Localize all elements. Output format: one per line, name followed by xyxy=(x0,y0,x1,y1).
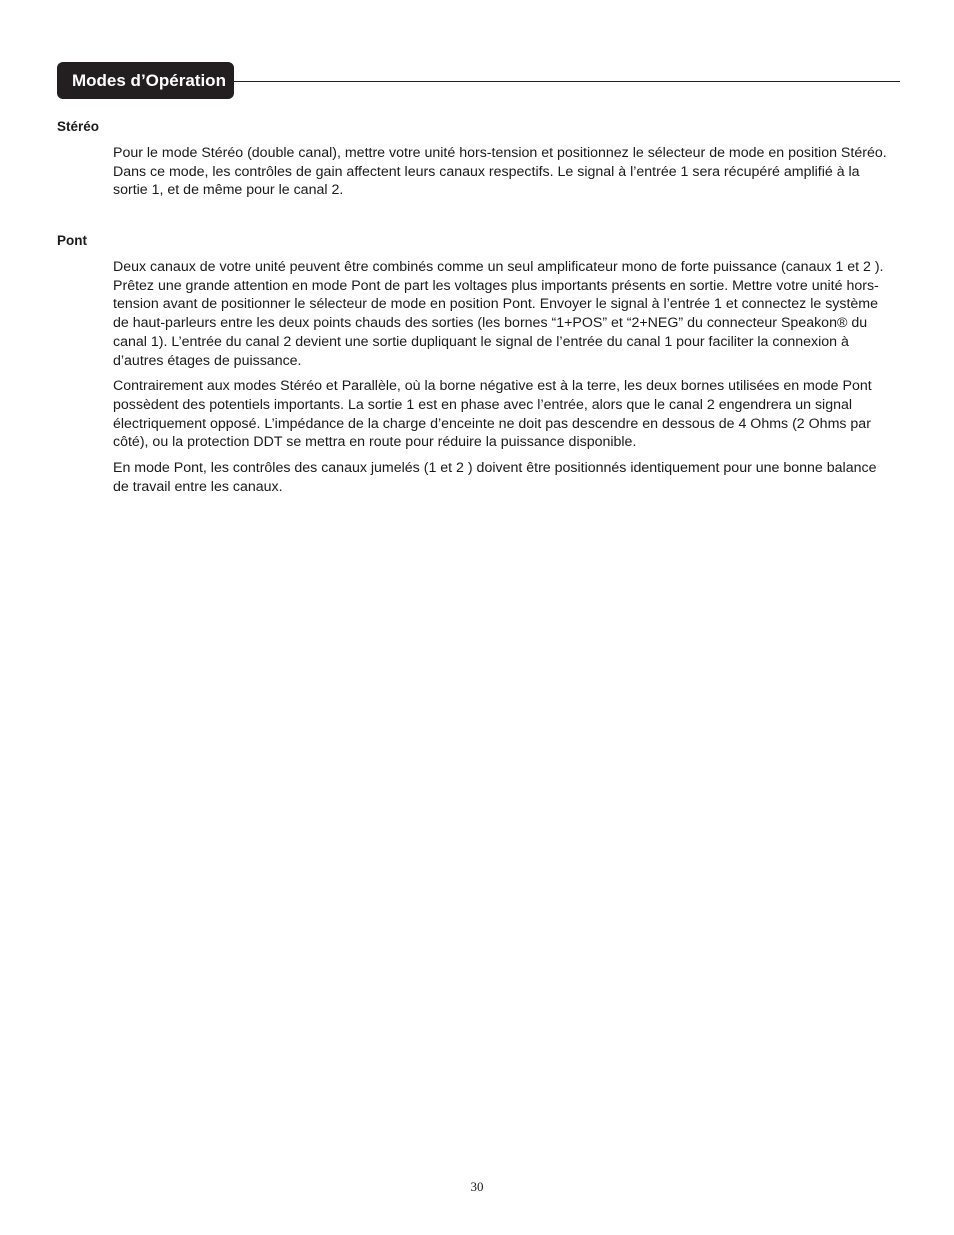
paragraph: Deux canaux de votre unité peuvent être combinés comme un seul amplificateur mono de forte puissance (canaux 1 et 2 ). Prêtez une grande attention en mode Pont de part les voltages plus importants présents en sortie. Mettre votre unité hors-tension avant de positionner le sélecteur de mode en position Pont. Envoyer le signal à l’entrée 1 et connectez le système de haut-parleurs entre les deux points chauds des sorties (les bornes “1+POS” et “2+NEG” du connecteur Speakon® du canal 1). L’entrée du canal 2 devient une sortie dupliquant le signal de l’entrée du canal 1 pour faciliter la connexion à d’autres étages de puissance. xyxy=(113,259,884,369)
paragraph: Pour le mode Stéréo (double canal), mettre votre unité hors-tension et positionnez le sélecteur de mode en position Stéréo. Dans ce mode, les contrôles de gain affectent leurs canaux respectifs. Le signal à l’entrée 1 sera récupéré amplifié à la sortie 1, et de même pour le canal 2. xyxy=(113,145,887,199)
body-pont xyxy=(113,258,888,503)
section-header xyxy=(57,62,900,100)
paragraph: En mode Pont, les contrôles des canaux jumelés (1 et 2 ) doivent être positionnés identiquement pour une bonne balance de travail entre les canaux. xyxy=(113,460,877,495)
paragraph: Contrairement aux modes Stéréo et Parallèle, où la borne négative est à la terre, les deux bornes utilisées en mode Pont possèdent des potentiels importants. La sortie 1 est en phase avec l’entrée, alors que le canal 2 engendrera un signal électriquement opposé. L’impédance de la charge d’enceinte ne doit pas descendre en dessous de 4 Ohms (2 Ohms par côté), ou la protection DDT se mettra en route pour réduire la puissance disponible. xyxy=(113,378,872,451)
page-number: 30 xyxy=(470,1179,484,1194)
page-title: Modes d’Opération xyxy=(57,62,234,99)
heading-pont: Pont xyxy=(57,233,87,248)
body-stereo xyxy=(113,144,888,207)
header-divider xyxy=(232,81,900,82)
heading-stereo: Stéréo xyxy=(57,119,100,134)
